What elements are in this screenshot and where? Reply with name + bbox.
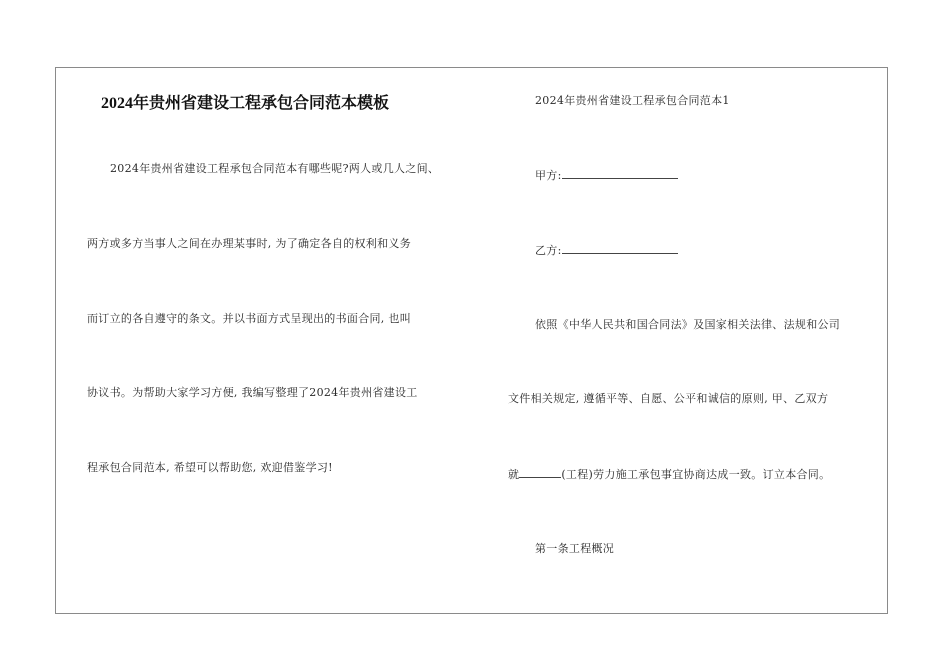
project-line bbox=[508, 467, 830, 482]
project-prefix: 就 bbox=[508, 468, 520, 481]
party-a-label: 甲方: bbox=[535, 169, 562, 182]
party-b-blank bbox=[562, 243, 678, 254]
project-blank bbox=[519, 467, 561, 478]
document-title: 2024年贵州省建设工程承包合同范本模板 bbox=[101, 95, 390, 112]
intro-line-1: 2024年贵州省建设工程承包合同范本有哪些呢?两人或几人之间、 bbox=[110, 162, 440, 175]
party-a-blank bbox=[562, 168, 678, 179]
intro-line-2: 两方或多方当事人之间在办理某事时, 为了确定各自的权利和义务 bbox=[87, 237, 411, 250]
intro-line-4: 协议书。为帮助大家学习方便, 我编写整理了2024年贵州省建设工 bbox=[87, 386, 418, 399]
contract-heading: 2024年贵州省建设工程承包合同范本1 bbox=[535, 94, 730, 107]
intro-line-5: 程承包合同范本, 希望可以帮助您, 欢迎借鉴学习! bbox=[87, 461, 333, 474]
document-page-frame bbox=[55, 67, 888, 614]
party-b-line bbox=[535, 243, 678, 258]
party-a-line bbox=[535, 168, 678, 183]
body-line-1: 依照《中华人民共和国合同法》及国家相关法律、法规和公司 bbox=[535, 318, 841, 331]
section-title: 第一条工程概况 bbox=[535, 542, 615, 555]
project-suffix: (工程)劳力施工承包事宜协商达成一致。订立本合同。 bbox=[561, 468, 831, 481]
party-b-label: 乙方: bbox=[535, 244, 562, 257]
intro-line-3: 而订立的各自遵守的条文。并以书面方式呈现出的书面合同, 也叫 bbox=[87, 312, 411, 325]
body-line-2: 文件相关规定, 遵循平等、自愿、公平和诚信的原则, 甲、乙双方 bbox=[508, 392, 829, 405]
